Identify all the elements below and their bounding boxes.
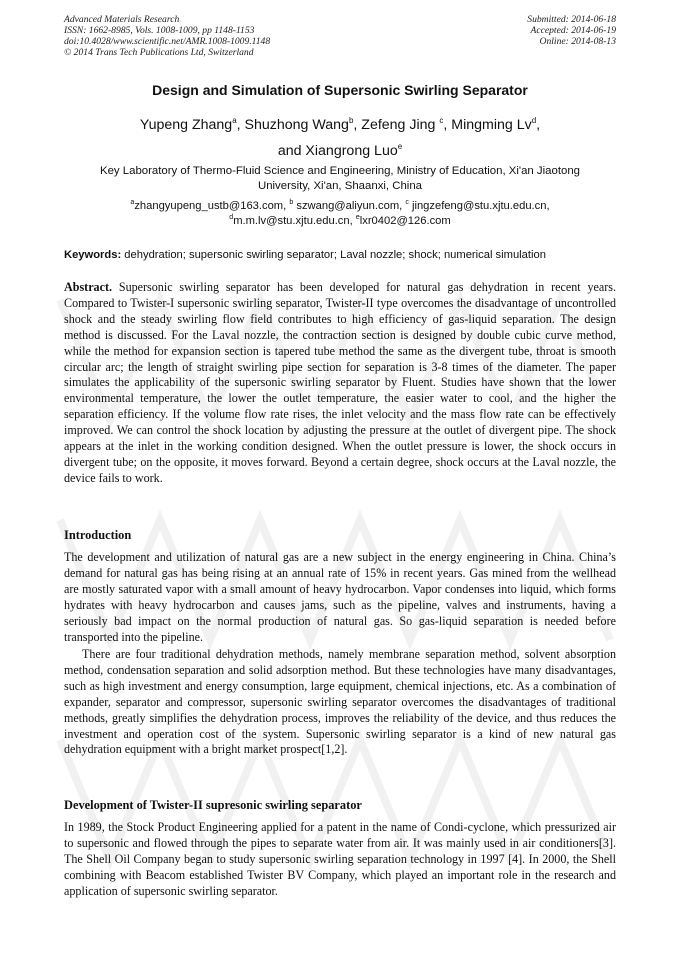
email-address[interactable]: jingzefeng@stu.xjtu.edu.cn, [408, 200, 550, 212]
author-line-2 [64, 138, 616, 164]
email-mark: c [405, 199, 409, 206]
author-mark: a [232, 116, 237, 125]
email-line-2 [64, 214, 616, 229]
abstract-label: Abstract. [64, 280, 113, 294]
author-mark: b [348, 116, 354, 125]
introduction-paragraph: There are four traditional dehydration methods, namely membrane separation method, solvent absorption method, condensation separation and solid adsorption method. But these technologies have many disadvantages, such as high investment and energy consumption, large equipment, chemical injections, etc. As a combination of expander, separator and compressor, supersonic swirling separator overcomes the disadvantages of traditional methods, greatly simplifies the dehydration process, improves the reliability of the device, and thus reduces the investment and operation cost of the system. Supersonic swirling separator is a kind of new natural gas dehydration equipment with a bright market prospect[1,2]. [64, 647, 616, 757]
publication-dates [416, 14, 616, 47]
copyright-line: © 2014 Trans Tech Publications Ltd, Switzerland [64, 47, 254, 58]
email-address[interactable]: szwang@aliyun.com, [293, 200, 406, 212]
email-mark: b [289, 199, 294, 206]
publication-info [64, 14, 394, 58]
submitted-date: Submitted: 2014-06-18 [527, 14, 616, 25]
author-name: Yupeng Zhang [139, 117, 233, 133]
abstract-text: Supersonic swirling separator has been developed for natural gas dehydration in recent years. Compared to Twister-I supersonic swirling separator, Twister-II type overcomes the disadvantage of uncontrolled shock and the steady swirling flow field contributes to high efficiency of gas-liquid separation. The design method is discussed. For the Laval nozzle, the contraction section is designed by double cubic curve method, while the method for expansion section is tapered tube method the same as the divergent tube, throat is smooth circular arc; the length of straight swirling pipe section for separation is 3-8 times of the diameter. The paper simulates the applicability of the supersonic swirling separator by Fluent. Studies have shown that the lower environmental temperature, the lower the outlet temperature, the easier water to cool, and the higher the separation efficiency. If the volume flow rate rises, the inlet velocity and the mass flow rate can be effectively improved. We can control the shock location by adjusting the pressure at the outlet of divergent pipe. The shock appears at the inlet in the working condition designed. When the outlet pressure is lower, the shock occurs in divergent tube; on the opposite, it moves forward. Beyond a certain degree, shock occurs at the Laval nozzle, the device fails to work. [64, 280, 616, 485]
keywords-text: dehydration; supersonic swirling separator; Laval nozzle; shock; numerical simulation [121, 249, 546, 261]
paper-title: Design and Simulation of Supersonic Swirling Separator [152, 82, 528, 98]
author-separator: , [443, 117, 452, 133]
affiliation-line: Key Laboratory of Thermo-Fluid Science and Engineering, Ministry of Education, Xi'an Jiaotong [99, 165, 580, 177]
keywords-label: Keywords: [64, 249, 122, 261]
author-separator: , [236, 117, 245, 133]
accepted-date: Accepted: 2014-06-19 [530, 25, 616, 36]
introduction-paragraph: The development and utilization of natural gas are a new subject in the energy engineering in China. China’s demand for natural gas has being rising at an annual rate of 15% in recent years. Gas mined from the wellhead are mostly saturated vapor with a small amount of heavy hydrocarbon. Vapor condenses into liquid, which forms hydrates with heavy hydrocarbon and causes jams, such as the pipeline, valves and instruments, having a seriously bad impact on the normal production of natural gas. So gas-liquid separation is needed before transported into the pipeline. [64, 550, 616, 644]
author-emails [64, 199, 616, 229]
author-list [64, 112, 616, 164]
author-name: Zefeng Jing [361, 117, 436, 133]
author-mark: e [397, 142, 403, 151]
affiliation [64, 164, 616, 193]
email-line-1 [64, 199, 616, 214]
section-heading-introduction: Introduction [64, 528, 132, 542]
author-name: Mingming Lv [451, 117, 532, 133]
author-name: Shuzhong Wang [244, 117, 349, 133]
email-address[interactable]: m.m.lv@stu.xjtu.edu.cn, [233, 215, 356, 227]
abstract [64, 280, 616, 487]
author-mark: c [439, 116, 444, 125]
journal-name: Advanced Materials Research [64, 14, 180, 25]
email-mark: e [355, 214, 360, 221]
author-separator: , [353, 117, 362, 133]
author-mark: d [531, 116, 537, 125]
online-date: Online: 2014-08-13 [539, 36, 616, 47]
email-mark: a [130, 199, 135, 206]
author-separator: , [536, 117, 541, 133]
doi-line[interactable]: doi:10.4028/www.scientific.net/AMR.1008-1009.1148 [64, 36, 271, 47]
keywords [64, 249, 624, 261]
email-address[interactable]: zhangyupeng_ustb@163.com, [134, 200, 290, 212]
email-address[interactable]: lxr0402@126.com [359, 215, 451, 227]
author-line-1 [64, 112, 616, 138]
section-heading-development: Development of Twister-II supresonic swirling separator [64, 798, 362, 812]
email-mark: d [229, 214, 234, 221]
issn-line: ISSN: 1662-8985, Vols. 1008-1009, pp 1148-1153 [64, 25, 255, 36]
author-name: and Xiangrong Luo [277, 143, 398, 159]
affiliation-line: University, Xi'an, Shaanxi, China [257, 179, 423, 192]
development-paragraph: In 1989, the Stock Product Engineering applied for a patent in the name of Condi-cyclone, which pressurized air to supersonic and flowed through the pipes to separate water from air. It was mainly used in air conditioners[3]. The Shell Oil Company began to study supersonic swirling separation technology in 1997 [4]. In 2000, the Shell combining with Beacom established Twister BV Company, which played an important role in the research and application of supersonic swirling separator. [64, 820, 616, 898]
